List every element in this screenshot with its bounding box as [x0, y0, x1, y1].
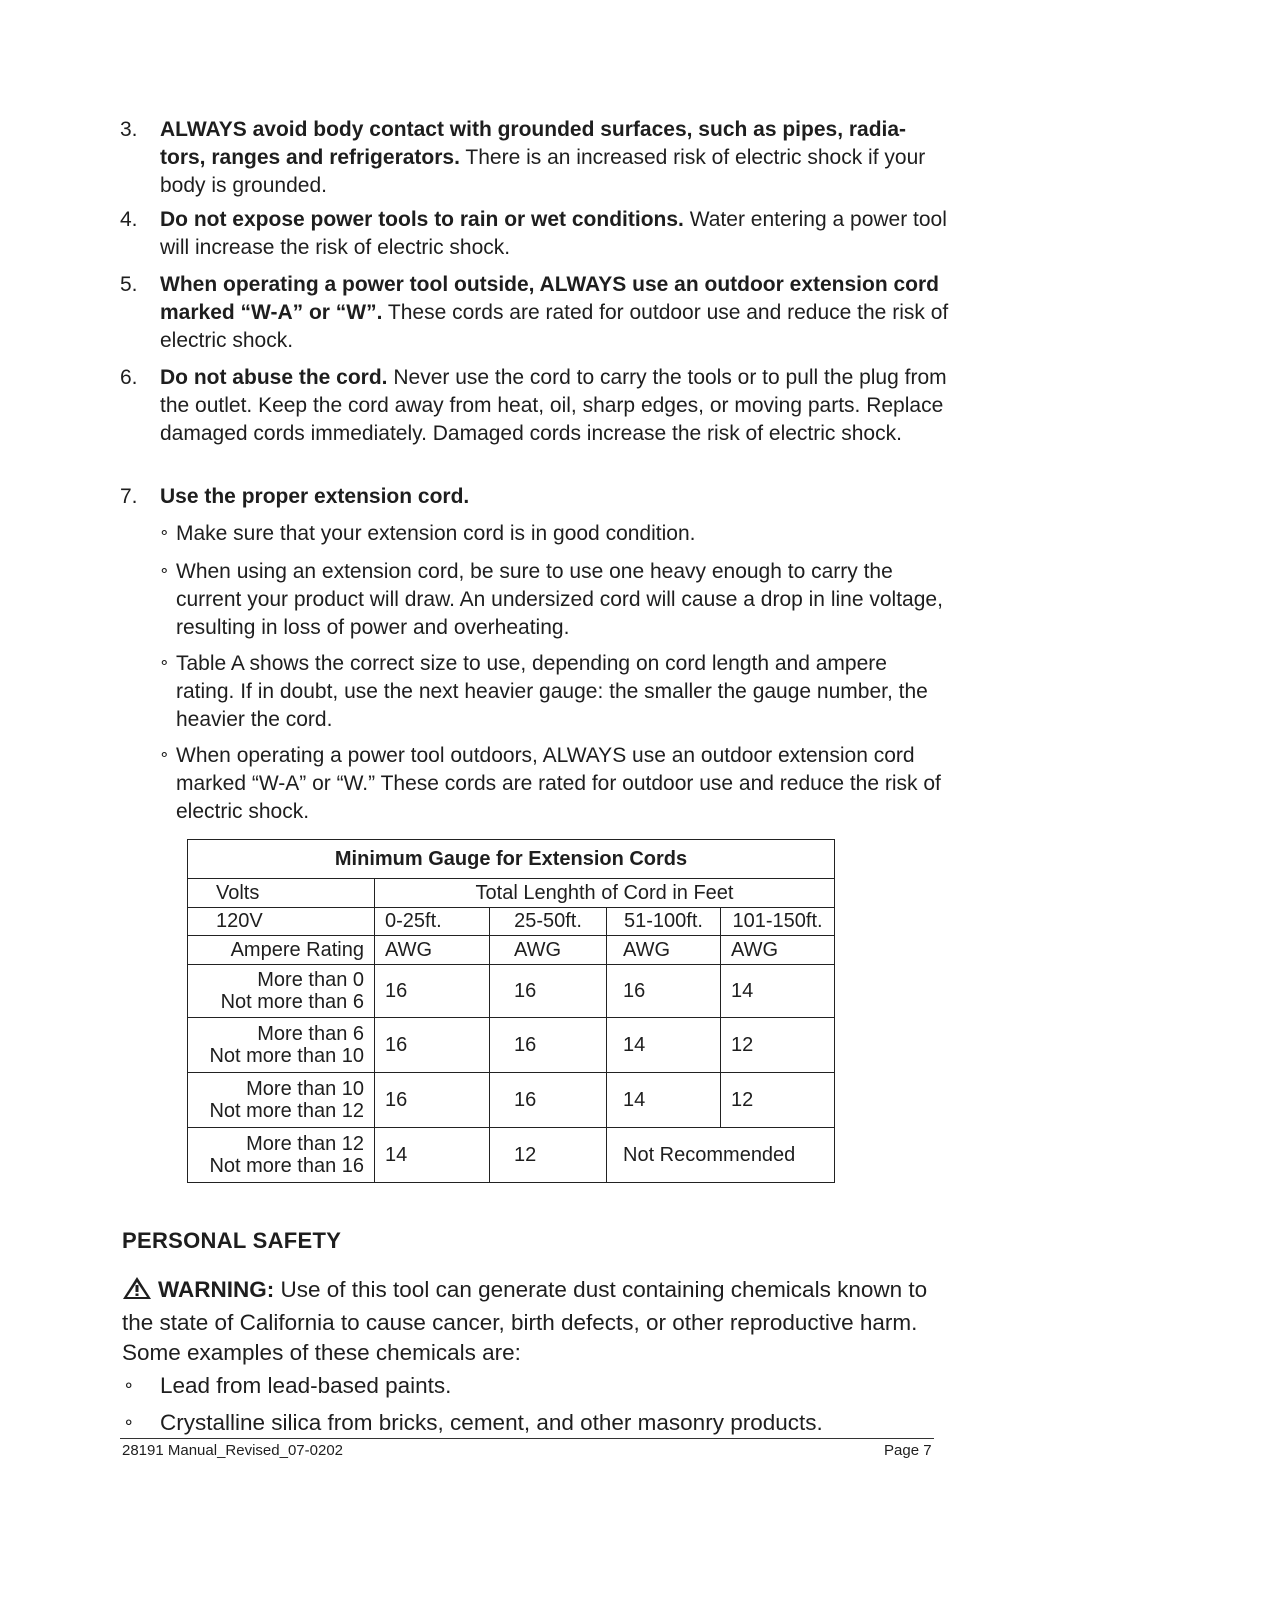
cord-bullet-4: [158, 742, 948, 826]
item-text: [160, 364, 950, 448]
voltage-value: 120V: [188, 908, 375, 936]
item-bold: Use the proper extension cord.: [160, 485, 470, 508]
list-item-6: [120, 364, 950, 448]
table-row: [188, 1073, 835, 1128]
gauge-cell: 12: [490, 1128, 607, 1183]
bullet-text: Lead from lead-based paints.: [160, 1373, 452, 1398]
item-bold: ALWAYS avoid body contact with grounded surfaces, such as pipes, radia-tors, ranges and refrigerators.: [160, 118, 907, 169]
item-text: [160, 271, 950, 355]
warning-triangle-icon: [122, 1276, 152, 1308]
gauge-cell: 14: [607, 1073, 721, 1128]
length-3: 101-150ft.: [721, 908, 835, 936]
unit-2: AWG: [607, 936, 721, 965]
unit-0: AWG: [375, 936, 490, 965]
warning-paragraph: [122, 1275, 942, 1368]
bullet-icon: ⚬: [122, 1378, 136, 1395]
ampere-range: [188, 1018, 375, 1073]
bullet-icon: ⚬: [158, 525, 171, 542]
gauge-cell: 14: [721, 965, 835, 1018]
gauge-cell: 16: [490, 1018, 607, 1073]
list-item-7: [120, 483, 950, 511]
table-row: [188, 1018, 835, 1073]
item-body: There is an increased risk of electric shock if your body is grounded.: [160, 146, 926, 197]
not-recommended-cell: Not Recommended: [607, 1128, 835, 1183]
length-label: Total Lenghth of Cord in Feet: [375, 879, 835, 908]
footer-doc-id: 28191 Manual_Revised_07-0202: [122, 1442, 344, 1459]
list-item-4: [120, 206, 950, 262]
warning-text: Use of this tool can generate dust containing chemicals known to the state of California to cause cancer, birth defects, or other reproductive harm. Some examples of these chemicals are:: [122, 1277, 928, 1365]
volts-label: Volts: [188, 879, 375, 908]
bullet-text: When using an extension cord, be sure to use one heavy enough to carry the current your product will draw. An undersized cord will cause a drop in line voltage, resulting in loss of power and overheating.: [176, 560, 943, 639]
bullet-text: Crystalline silica from bricks, cement, and other masonry products.: [160, 1410, 823, 1435]
footer-page-number: Page 7: [884, 1442, 932, 1459]
cord-bullet-1: [158, 520, 948, 548]
cord-bullet-3: [158, 650, 948, 734]
table-row: [188, 1128, 835, 1183]
bullet-icon: ⚬: [158, 563, 171, 580]
gauge-cell: 16: [490, 965, 607, 1018]
chemical-bullet-1: [122, 1371, 942, 1401]
range-max: Not more than 12: [209, 1100, 364, 1122]
bullet-icon: ⚬: [158, 655, 171, 672]
item-number: 7.: [120, 485, 138, 508]
item-body: These cords are rated for outdoor use and reduce the risk of electric shock.: [160, 301, 949, 352]
item-text: [160, 206, 950, 262]
gauge-cell: 16: [375, 1073, 490, 1128]
item-bold: Do not abuse the cord.: [160, 366, 388, 389]
ampere-range: [188, 1128, 375, 1183]
gauge-cell: 16: [607, 965, 721, 1018]
gauge-cell: 14: [607, 1018, 721, 1073]
bullet-icon: ⚬: [158, 747, 171, 764]
ampere-range: [188, 965, 375, 1018]
item-number: 3.: [120, 118, 138, 141]
range-min: More than 12: [246, 1133, 364, 1155]
bullet-icon: ⚬: [122, 1415, 136, 1432]
range-min: More than 0: [257, 969, 364, 991]
item-number: 4.: [120, 208, 138, 231]
gauge-cell: 16: [490, 1073, 607, 1128]
item-bold: Do not expose power tools to rain or wet conditions.: [160, 208, 684, 231]
list-item-3: [120, 116, 950, 200]
list-item-5: [120, 271, 950, 355]
length-0: 0-25ft.: [375, 908, 490, 936]
item-bold: When operating a power tool outside, ALWAYS use an outdoor extension cord marked “W-A” or “W”.: [160, 273, 940, 324]
gauge-cell: 12: [721, 1073, 835, 1128]
unit-3: AWG: [721, 936, 835, 965]
table-title: Minimum Gauge for Extension Cords: [188, 840, 835, 879]
chemical-bullet-2: [122, 1408, 942, 1438]
item-number: 6.: [120, 366, 138, 389]
ampere-label: Ampere Rating: [188, 936, 375, 965]
item-text: [160, 116, 950, 200]
range-min: More than 6: [257, 1023, 364, 1045]
ampere-range: [188, 1073, 375, 1128]
length-1: 25-50ft.: [490, 908, 607, 936]
table-row: [188, 965, 835, 1018]
extension-cord-gauge-table: [187, 839, 835, 1183]
item-body: Water entering a power tool will increase the risk of electric shock.: [160, 208, 947, 259]
item-number: 5.: [120, 273, 138, 296]
range-max: Not more than 6: [220, 991, 364, 1013]
range-max: Not more than 10: [209, 1045, 364, 1067]
gauge-cell: 16: [375, 965, 490, 1018]
length-2: 51-100ft.: [607, 908, 721, 936]
section-title: PERSONAL SAFETY: [122, 1228, 342, 1253]
item-text: [160, 483, 950, 511]
gauge-cell: 14: [375, 1128, 490, 1183]
unit-1: AWG: [490, 936, 607, 965]
footer-divider: [120, 1438, 934, 1439]
cord-bullet-2: [158, 558, 948, 642]
range-max: Not more than 16: [209, 1155, 364, 1177]
bullet-text: Table A shows the correct size to use, depending on cord length and ampere rating. If in doubt, use the next heavier gauge: the smaller the gauge number, the heavier the cord.: [176, 652, 928, 731]
bullet-text: Make sure that your extension cord is in good condition.: [176, 522, 696, 545]
gauge-cell: 16: [375, 1018, 490, 1073]
item-body: Never use the cord to carry the tools or to pull the plug from the outlet. Keep the cord away from heat, oil, sharp edges, or moving parts. Replace damaged cords immediately. Damaged cords increase the risk of electric shock.: [160, 366, 947, 445]
range-min: More than 10: [246, 1078, 364, 1100]
bullet-text: When operating a power tool outdoors, ALWAYS use an outdoor extension cord marked “W-A” or “W.” These cords are rated for outdoor use and reduce the risk of electric shock.: [176, 744, 941, 823]
gauge-cell: 12: [721, 1018, 835, 1073]
warning-label: WARNING:: [158, 1277, 275, 1302]
